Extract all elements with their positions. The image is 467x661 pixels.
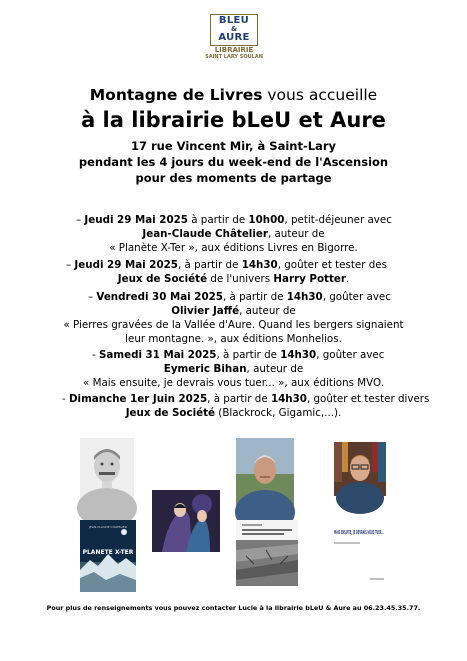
logo-aure: AURE — [218, 32, 250, 43]
event-5-text-3: (Blackrock, Gigamic,...). — [215, 407, 342, 419]
cover-harry-potter-game — [152, 490, 220, 552]
event-4-line-1 — [92, 349, 384, 362]
event-5-text-1: , à partir de — [207, 393, 271, 405]
photo-eymeric-bihan — [334, 442, 386, 496]
footer-contact: Pour plus de renseignements vous pouvez contacter Lucie à la librairie bLeU & Aure au 06.23.45.35.77. — [46, 604, 421, 612]
event-4-author: Eymeric Bihan — [163, 363, 247, 375]
event-4-time: 14h30 — [280, 349, 317, 361]
event-5-dash: - — [62, 393, 69, 405]
event-4-line-2 — [0, 363, 467, 376]
event-3-dash: – — [88, 291, 97, 303]
headline — [0, 86, 467, 104]
event-5-time: 14h30 — [270, 393, 307, 405]
photo-jean-claude-chatelier — [80, 438, 134, 504]
event-1-book: « Planète X-Ter », aux éditions Livres en Bigorre. — [109, 242, 358, 254]
event-3-text-2: , goûter avec — [322, 291, 391, 303]
planete-author: JEAN-CLAUDE CHATELIER — [89, 525, 127, 529]
event-5-line-2 — [0, 407, 467, 420]
headline-part2: vous accueille — [262, 86, 378, 104]
event-2-dash: – — [66, 259, 75, 271]
photo-olivier-jaffe — [236, 438, 294, 510]
event-3-date: Vendredi 30 Mai 2025 — [96, 291, 223, 303]
headline-part1: Montagne de Livres — [89, 86, 263, 104]
event-2-game: Jeux de Société — [117, 273, 208, 285]
event-3-text-3: , auteur de — [239, 305, 296, 317]
event-4-text-1: , à partir de — [216, 349, 281, 361]
event-3-book-line-1: « Pierres gravées de la Vallée d'Aure. Quand les bergers signaient — [63, 319, 404, 331]
event-4-text-2: , goûter avec — [316, 349, 385, 361]
event-3-line-1 — [88, 291, 391, 304]
event-2-text-3: de l'univers — [207, 273, 274, 285]
purpose: pour des moments de partage — [135, 171, 332, 185]
cover-pierres-gravees — [236, 520, 298, 586]
event-3-author: Olivier Jaffé — [171, 305, 240, 317]
cover-mais-ensuite — [330, 520, 388, 586]
event-1-text-1: à partir de — [187, 214, 249, 226]
event-5-text-2: , goûter et tester divers — [306, 393, 430, 405]
mais-title: MAIS ENSUITE, JE DEVRAIS VOUS TUER... — [334, 530, 385, 536]
event-2-text-2: , goûter et tester des — [277, 259, 387, 271]
event-1-text-2: , petit-déjeuner avec — [284, 214, 392, 226]
logo-city: SAINT LARY SOULAN — [205, 54, 263, 60]
event-5-game: Jeux de Société — [125, 407, 216, 419]
cover-planete-x-ter — [80, 520, 136, 592]
event-2-line-1 — [66, 259, 387, 272]
event-1-time: 10h00 — [248, 214, 285, 226]
logo-librairie: LIBRAIRIE — [214, 46, 254, 54]
event-4-dash: - — [92, 349, 99, 361]
event-1-dash: – — [76, 214, 85, 226]
event-1-author: Jean-Claude Châtelier — [142, 228, 268, 240]
event-2-date: Jeudi 29 Mai 2025 — [74, 259, 178, 271]
address: 17 rue Vincent Mir, à Saint-Lary — [130, 139, 336, 153]
event-1-line-1 — [76, 214, 392, 227]
event-3-time: 14h30 — [286, 291, 323, 303]
event-3-book-line-2: leur montagne. », aux éditions Monhelios. — [125, 333, 342, 345]
logo-frame — [210, 14, 258, 46]
planete-title: PLANETE X-TER — [82, 549, 134, 556]
event-5-date: Dimanche 1er Juin 2025 — [69, 393, 208, 405]
logo-bleu: BLEU — [218, 15, 250, 26]
event-4-text-3: , auteur de — [246, 363, 304, 375]
event-2-universe: Harry Potter — [273, 273, 346, 285]
event-4-book: « Mais ensuite, je devrais vous tuer... », aux éditions MVO. — [83, 377, 384, 389]
event-1-text-3: , auteur de — [267, 228, 325, 240]
event-5-line-1 — [62, 393, 429, 406]
event-1-line-2 — [0, 228, 467, 241]
logo-ampersand: & — [230, 25, 238, 33]
event-3-line-2 — [0, 305, 467, 318]
event-4-date: Samedi 31 Mai 2025 — [99, 349, 217, 361]
event-1-date: Jeudi 29 Mai 2025 — [84, 214, 188, 226]
event-2-text-4: . — [345, 273, 350, 285]
event-2-line-2 — [0, 273, 467, 286]
event-3-text-1: , à partir de — [222, 291, 287, 303]
event-2-text-1: , à partir de — [177, 259, 242, 271]
headline-bookstore: à la librairie bLeU et Aure — [81, 108, 386, 132]
bookstore-logo — [205, 14, 263, 60]
period: pendant les 4 jours du week-end de l'Ascension — [78, 155, 389, 169]
event-2-time: 14h30 — [241, 259, 278, 271]
